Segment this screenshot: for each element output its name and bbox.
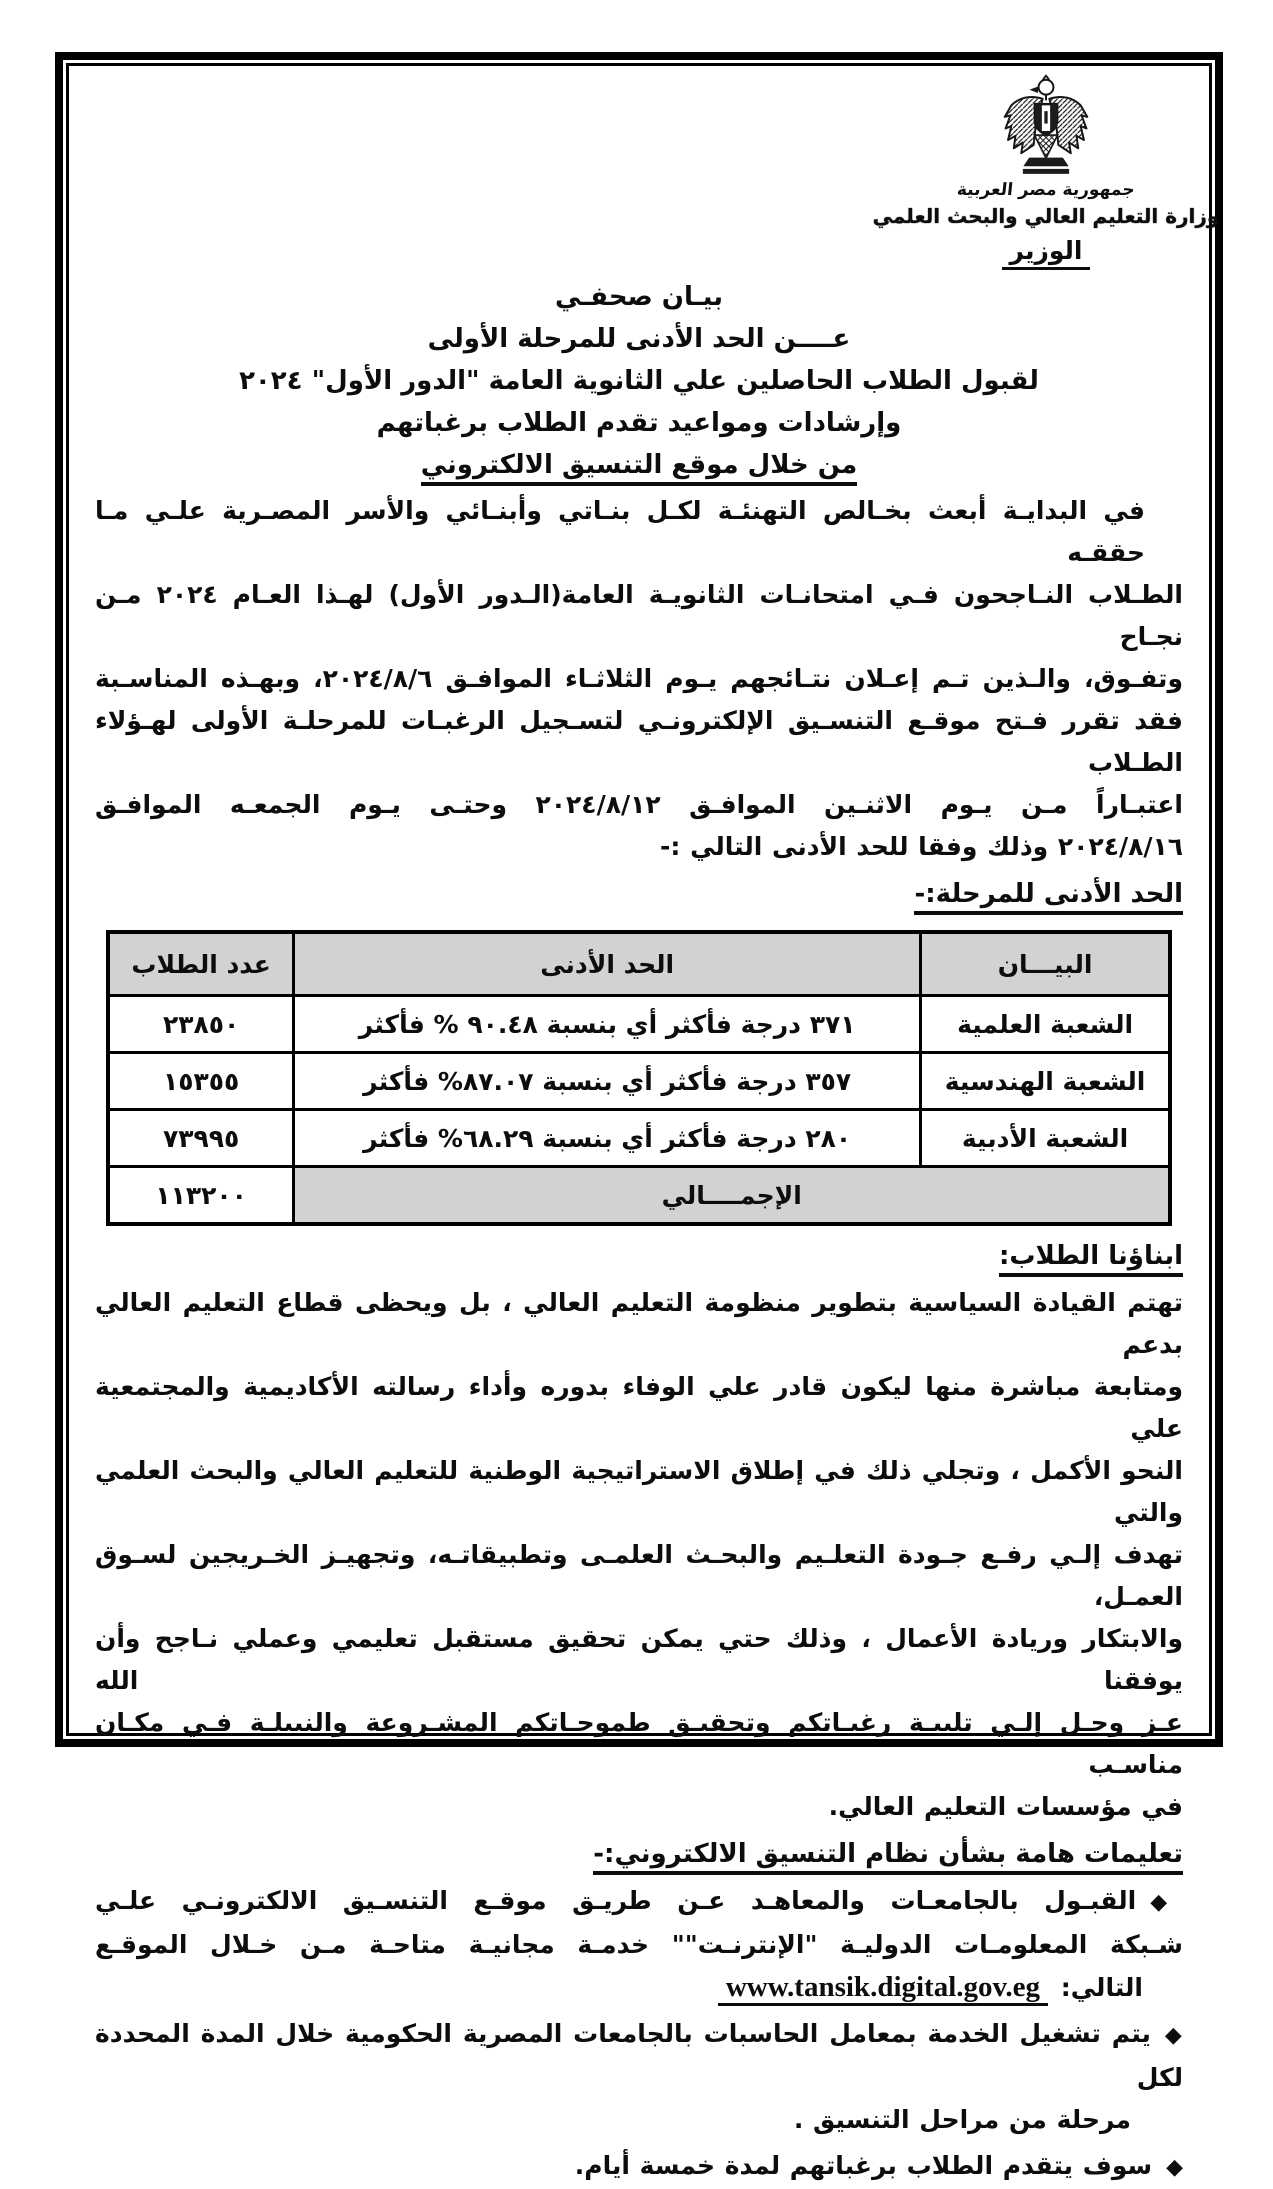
page-border-frame [55,52,1223,2180]
students-line: والابتكار وريادة الأعمال ، وذلك حتي يمكن تحقيق مستقبل تعليمي وعملي نـاجح وأن يوفقنا الله [95,1624,1183,1695]
minimum-cell: ٣٧١ درجة فأكثر أي بنسبة ٩٠.٤٨ % فأكثر [294,996,921,1053]
students-line: النحو الأكمل ، وتجلي ذلك في إطلاق الاستراتيجية الوطنية للتعليم العالي والبحث العلمي والتي [95,1456,1183,1527]
diamond-bullet-icon: ◆ [1164,2023,1183,2048]
section-name-cell: الشعبة العلمية [921,996,1171,1053]
bullet-university-labs [95,2013,1183,2141]
intro-line: في البدايـة أبعث بخـالص التهنئـة لكـل بنـاتي وأبنـائي والأسر المصـرية علـي مـا حققـه [95,496,1145,567]
intro-line: فقد تقرر فـتح موقـع التنسـيق الإلكترونـي لتسـجيل الرغبـات للمرحلـة الأولى لهـؤلاء الطـلاب [95,706,1183,777]
ministry-calligraphy: وزارة التعليم العالي والبحث العلمي [872,204,1220,228]
students-line: ومتابعة مباشرة منها ليكون قادر علي الوفاء بدوره وأداء رسالته الأكاديمية والمجتمعية علي [95,1372,1183,1443]
students-line: في مؤسسات التعليم العالي. [828,1792,1183,1821]
count-cell: ١٥٣٥٥ [108,1053,294,1110]
intro-line: ٢٠٢٤/٨/١٦ وذلك وفقا للحد الأدنى التالي :- [660,832,1183,861]
republic-calligraphy: جمهورية مصر العربية [956,180,1136,200]
intro-line: اعتبـاراً مـن يـوم الاثنـين الموافـق ٢٠٢٤/٨/١٢ وحتـى يـوم الجمعـه الموافـق [95,790,1183,819]
bullet-link-line [95,1966,1183,2009]
diamond-bullet-icon: ◆ [1150,1890,1183,1915]
bullet-line: مرحلة من مراحل التنسيق . [793,2105,1131,2134]
bullet-line: ◆سوف يتقدم الطلاب برغباتهم لمدة خمسة أيام. [574,2151,1183,2180]
bullet-line: شـبكة المعلومـات الدوليـة "الإنترنـت"" خدمـة مجانيـة متاحـة مـن خـلال الموقـع [95,1930,1183,1959]
press-release-title-block [95,276,1183,486]
count-cell: ٢٣٨٥٠ [108,996,294,1053]
tansik-website-link[interactable]: www.tansik.digital.gov.eg [718,1971,1048,2006]
page-content [69,66,1220,2180]
total-label-cell: الإجمــــالي [294,1167,1170,1225]
intro-line: الطـلاب النـاجحون فـي امتحانـات الثانويـة العامة(الـدور الأول) لهـذا العـام ٢٠٢٤ مـن نجـاح [95,580,1183,651]
section-name-cell: الشعبة الأدبية [921,1110,1171,1167]
title-through-website: من خلال موقع التنسيق الالكتروني [95,444,1183,486]
students-line: عـز وجـل إلـي تلبيـة رغبـاتكم وتحقيـق طموحـاتكم المشـروعة والنبيلـة فـي مكـان مناسـب [95,1708,1183,1779]
stage-minimum-heading: الحد الأدنى للمرحلة:- [95,872,1183,916]
diamond-bullet-icon: ◆ [1166,2155,1183,2180]
column-header-minimum: الحد الأدنى [294,932,921,996]
title-guidelines: وإرشادات ومواعيد تقدم الطلاب برغباتهم [376,408,902,438]
page-border-inner [66,63,1220,2180]
bullet-line: ◆القبـول بالجامعـات والمعاهـد عـن طريـق موقـع التنسـيق الالكترونـي علـي [95,1886,1183,1915]
instructions-heading: تعليمات هامة بشأن نظام التنسيق الالكتروني:- [95,1832,1183,1876]
title-about-minimum: عــــن الحد الأدنى للمرحلة الأولى [427,324,851,354]
title-press-release: بيـان صحفـي [554,282,724,312]
bullet-five-days [95,2145,1183,2189]
title-admission: لقبول الطلاب الحاصلين علي الثانوية العامة "الدور الأول" ٢٠٢٤ [239,366,1039,396]
students-paragraph [95,1282,1183,1828]
intro-paragraph [95,490,1183,868]
section-name-cell: الشعبة الهندسية [921,1053,1171,1110]
students-line: تهدف إلـي رفـع جـودة التعلـيم والبحـث العلمـى وتطبيقاتـه، وتجهيـز الخـريجين لسـوق العمـل، [95,1540,1183,1611]
table-total-row [108,1167,1170,1225]
link-label: التالي: [1060,1973,1143,2002]
bullet-line: ◆يتم تشغيل الخدمة بمعامل الحاسبات بالجامعات المصرية الحكومية خلال المدة المحددة لكل [95,2019,1183,2092]
government-header [872,74,1220,270]
table-row [108,996,1170,1053]
table-header-row [108,932,1170,996]
minister-title: الوزير [1002,236,1091,270]
bullet-admission-free-service [95,1880,1183,2009]
minimum-cell: ٢٨٠ درجة فأكثر أي بنسبة ٦٨.٢٩% فأكثر [294,1110,921,1167]
minimum-cell: ٣٥٧ درجة فأكثر أي بنسبة ٨٧.٠٧% فأكثر [294,1053,921,1110]
table-row [108,1110,1170,1167]
column-header-section: البيـــان [921,932,1171,996]
minimum-thresholds-table [106,930,1172,1226]
egypt-eagle-emblem-icon [988,74,1104,178]
column-header-count: عدد الطلاب [108,932,294,996]
total-count-cell: ١١٣٢٠٠ [108,1167,294,1225]
students-heading: ابناؤنا الطلاب: [95,1234,1183,1278]
intro-line: وتفـوق، والـذين تـم إعـلان نتـائجهم يـوم الثلاثـاء الموافـق ٢٠٢٤/٨/٦، وبهـذه المناسـبة [95,664,1183,693]
students-line: تهتم القيادة السياسية بتطوير منظومة التعليم العالي ، بل ويحظى قطاع التعليم العالي بدعم [95,1288,1183,1359]
table-row [108,1053,1170,1110]
count-cell: ٧٣٩٩٥ [108,1110,294,1167]
